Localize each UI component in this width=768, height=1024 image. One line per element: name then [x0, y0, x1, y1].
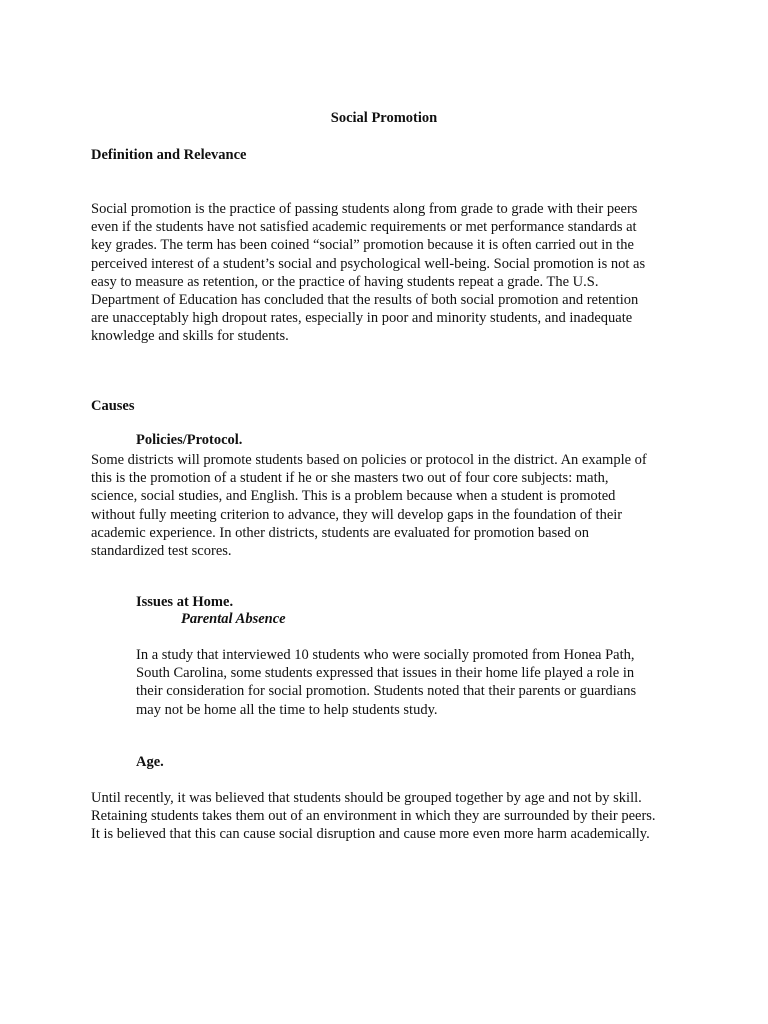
- text-line: academic experience. In other districts, students are evaluated for promotion based on: [91, 524, 590, 541]
- text-line: perceived interest of a student’s social and psychological well-being. Social promotion is not as: [91, 255, 646, 272]
- text-line: standardized test scores.: [91, 543, 232, 560]
- text-line: South Carolina, some students expressed that issues in their home life played a role in: [136, 665, 635, 682]
- text-line: even if the students have not satisfied academic requirements or met performance standards at: [91, 219, 637, 236]
- text-line: this is the promotion of a student if he or she masters two out of four core subjects: math,: [91, 470, 609, 487]
- heading-definition: Definition and Relevance: [91, 147, 247, 163]
- text-line: science, social studies, and English. This is a problem because when a student is promoted: [91, 488, 616, 505]
- heading-age: Age.: [136, 754, 164, 770]
- text-line: are unacceptably high dropout rates, especially in poor and minority students, and inadequate: [91, 310, 633, 327]
- text-line: knowledge and skills for students.: [91, 328, 289, 345]
- text-line: Department of Education has concluded that the results of both social promotion and retention: [91, 292, 639, 309]
- heading-policies: Policies/Protocol.: [136, 432, 243, 448]
- text-line: Retaining students takes them out of an environment in which they are surrounded by their peers.: [91, 808, 656, 825]
- heading-issues-at-home: Issues at Home.: [136, 594, 234, 610]
- paragraph-definition: [91, 200, 691, 346]
- text-line: Until recently, it was believed that students should be grouped together by age and not by skill.: [91, 790, 642, 806]
- paragraph-parental-absence: [136, 646, 676, 719]
- text-line: key grades. The term has been coined “social” promotion because it is often carried out in the: [91, 237, 634, 254]
- text-line: In a study that interviewed 10 students who were socially promoted from Honea Path,: [136, 647, 635, 663]
- text-line: may not be home all the time to help students study.: [136, 701, 438, 718]
- heading-parental-absence: Parental Absence: [181, 611, 286, 627]
- text-line: easy to measure as retention, or the practice of having students repeat a grade. The U.S.: [91, 273, 599, 290]
- document-title: Social Promotion: [330, 110, 438, 126]
- text-line: their consideration for social promotion. Students noted that their parents or guardians: [136, 683, 637, 700]
- text-line: Some districts will promote students based on policies or protocol in the district. An example of: [91, 452, 647, 468]
- paragraph-policies: [91, 451, 691, 560]
- text-line: without fully meeting criterion to advance, they will develop gaps in the foundation of their: [91, 506, 623, 523]
- paragraph-age: [91, 789, 691, 844]
- heading-causes: Causes: [91, 398, 135, 414]
- text-line: Social promotion is the practice of passing students along from grade to grade with their peers: [91, 201, 638, 217]
- text-line: It is believed that this can cause social disruption and cause more even more harm academically.: [91, 826, 650, 843]
